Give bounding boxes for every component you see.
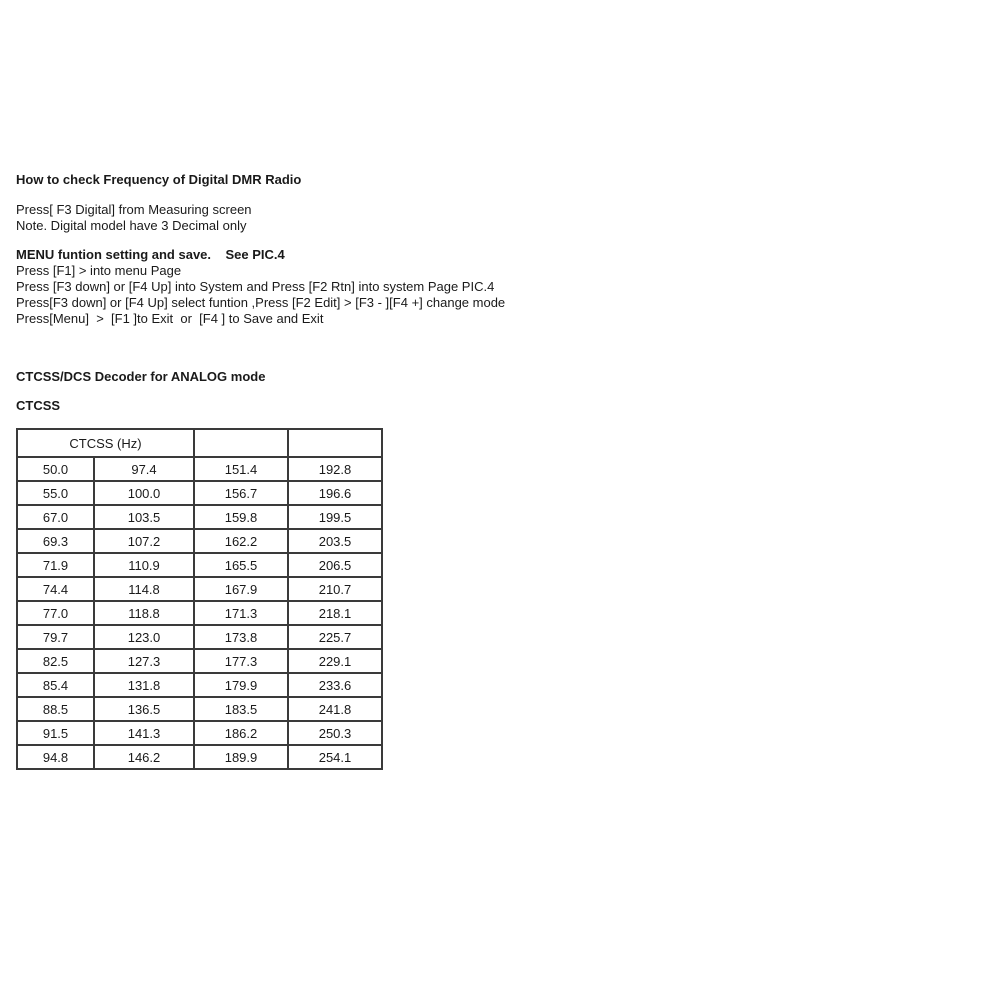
table-cell: 229.1: [288, 649, 382, 673]
menu-step-1: Press [F1] > into menu Page: [16, 263, 182, 278]
table-cell: 165.5: [194, 553, 288, 577]
table-cell: 189.9: [194, 745, 288, 769]
table-cell: 177.3: [194, 649, 288, 673]
table-cell: 196.6: [288, 481, 382, 505]
table-cell: 162.2: [194, 529, 288, 553]
table-cell: 103.5: [94, 505, 194, 529]
table-row: [17, 697, 382, 721]
table-cell: 50.0: [17, 457, 94, 481]
table-header-row: [17, 429, 382, 457]
table-cell: 114.8: [94, 577, 194, 601]
table-row: [17, 745, 382, 769]
table-cell: 131.8: [94, 673, 194, 697]
table-cell: 233.6: [288, 673, 382, 697]
table-row: [17, 481, 382, 505]
menu-step-2: Press [F3 down] or [F4 Up] into System and Press [F2 Rtn] into system Page PIC.4: [16, 279, 495, 294]
table-cell: 123.0: [94, 625, 194, 649]
table-row: [17, 505, 382, 529]
table-cell: 82.5: [17, 649, 94, 673]
table-cell: 173.8: [194, 625, 288, 649]
table-cell: 186.2: [194, 721, 288, 745]
table-cell: 159.8: [194, 505, 288, 529]
table-header-empty-cell: [194, 429, 288, 457]
digital-note: Note. Digital model have 3 Decimal only: [16, 218, 247, 233]
table-cell: 107.2: [94, 529, 194, 553]
table-cell: 91.5: [17, 721, 94, 745]
table-cell: 254.1: [288, 745, 382, 769]
table-cell: 225.7: [288, 625, 382, 649]
table-cell: 88.5: [17, 697, 94, 721]
table-row: [17, 577, 382, 601]
table-cell: 74.4: [17, 577, 94, 601]
table-row: [17, 625, 382, 649]
digital-instruction: Press[ F3 Digital] from Measuring screen: [16, 202, 252, 217]
table-row: [17, 673, 382, 697]
table-cell: 94.8: [17, 745, 94, 769]
table-cell: 203.5: [288, 529, 382, 553]
page-title: How to check Frequency of Digital DMR Radio: [16, 172, 302, 187]
table-cell: 55.0: [17, 481, 94, 505]
table-cell: 206.5: [288, 553, 382, 577]
table-cell: 118.8: [94, 601, 194, 625]
table-cell: 171.3: [194, 601, 288, 625]
table-cell: 69.3: [17, 529, 94, 553]
table-body: [17, 457, 382, 769]
table-row: [17, 457, 382, 481]
table-cell: 110.9: [94, 553, 194, 577]
table-cell: 77.0: [17, 601, 94, 625]
table-cell: 136.5: [94, 697, 194, 721]
menu-step-3: Press[F3 down] or [F4 Up] select funtion ,Press [F2 Edit] > [F3 - ][F4 +] change mode: [16, 295, 506, 310]
table-cell: 218.1: [288, 601, 382, 625]
table-cell: 192.8: [288, 457, 382, 481]
table-cell: 85.4: [17, 673, 94, 697]
table-cell: 241.8: [288, 697, 382, 721]
table-cell: 167.9: [194, 577, 288, 601]
ctcss-heading: CTCSS: [16, 398, 61, 413]
table-cell: 141.3: [94, 721, 194, 745]
table-cell: 151.4: [194, 457, 288, 481]
table-cell: 183.5: [194, 697, 288, 721]
table-row: [17, 529, 382, 553]
table-cell: 156.7: [194, 481, 288, 505]
table-cell: 179.9: [194, 673, 288, 697]
table-row: [17, 649, 382, 673]
table-row: [17, 721, 382, 745]
table-cell: 97.4: [94, 457, 194, 481]
table-cell: 199.5: [288, 505, 382, 529]
table-row: [17, 601, 382, 625]
table-cell: 71.9: [17, 553, 94, 577]
table-header-empty-cell: [288, 429, 382, 457]
table-cell: 100.0: [94, 481, 194, 505]
menu-heading: MENU funtion setting and save. See PIC.4: [16, 247, 285, 262]
table-cell: 210.7: [288, 577, 382, 601]
table-cell: 79.7: [17, 625, 94, 649]
table-cell: 250.3: [288, 721, 382, 745]
decoder-heading: CTCSS/DCS Decoder for ANALOG mode: [16, 369, 266, 384]
table-cell: 146.2: [94, 745, 194, 769]
table-header-cell: CTCSS (Hz): [17, 429, 194, 457]
table-row: [17, 553, 382, 577]
menu-step-4: Press[Menu] > [F1 ]to Exit or [F4 ] to Save and Exit: [16, 311, 324, 326]
table-cell: 67.0: [17, 505, 94, 529]
ctcss-table: [16, 428, 383, 770]
table-cell: 127.3: [94, 649, 194, 673]
